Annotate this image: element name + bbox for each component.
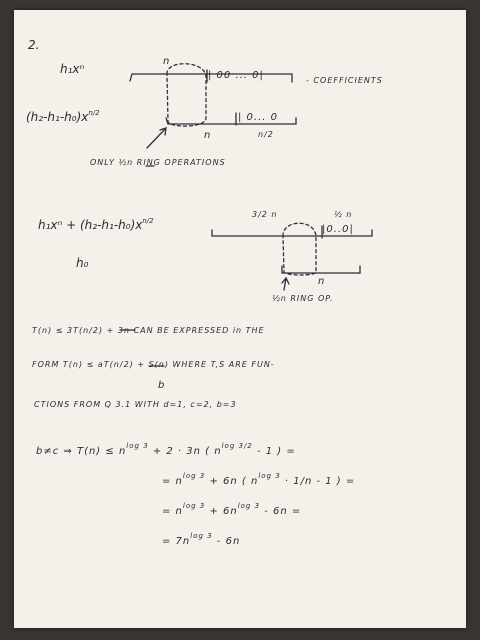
top-overlap-dashed [167,64,206,126]
mid-arrow [282,278,289,290]
recurrence-line-1: T(n) ≤ 3T(n/2) + 3n CAN BE EXPRESSED in THE [32,326,265,335]
problem-number: 2. [28,38,40,52]
mid-expression: $h_1x^n + (h_2-h_1-h_0)x^{n/2}$ [38,217,154,232]
mid-h0: h₀ [76,256,89,270]
mid-zeros: |0..0| [322,224,354,235]
mid-ring-op: ½n RING OP. [272,294,334,303]
top-seg-n: n [163,56,171,67]
top-arrow [147,128,166,148]
derivation-line-1: b≠c ⇒ $T(n) \le n^{log 3} + 2 \cdot 3n$ ( $n^{log 3/2} - 1$ ) = [36,442,296,457]
mid-three-half-n: 3/2 n [252,210,278,219]
mid-n-label: n [318,276,326,287]
derivation-line-2: = $n^{log 3} + 6n$ ( $n^{log 3} \cdot 1/n - 1$ ) = [162,472,356,487]
bottom-seg-n: n [204,130,212,141]
derivation-line-3: = $n^{log 3} + 6n^{log 3} - 6n$ = [162,502,302,517]
bottom-zeros: | 0... 0 [238,112,278,123]
recurrence-b-mark: b [158,380,166,391]
mid-lower-bar [282,266,360,273]
recurrence-line-2: FORM T(n) ≤ aT(n/2) + S(n) WHERE T,S ARE FUN- [32,360,275,369]
top-zeros: | 00 ... 0| [208,70,264,81]
mid-overlap-dashed [283,223,316,275]
recurrence-line-3: CTIONS FROM Q 3.1 WITH d=1, c=2, b=3 [34,400,237,409]
coefficients-label: - COEFFICIENTS [306,76,383,85]
term-h1-xn: h₁xⁿ [60,62,85,76]
bottom-seg-half: n/2 [258,130,274,139]
term-h2-h1-h0: $(h_2-h_1-h_0)x^{n/2}$ [26,109,100,124]
mid-half-n: ½ n [334,210,353,219]
derivation-line-4: = $7n^{log 3} - 6n$ [162,532,241,547]
only-ring-operations: ONLY ½n RING OPERATIONS [90,158,226,167]
